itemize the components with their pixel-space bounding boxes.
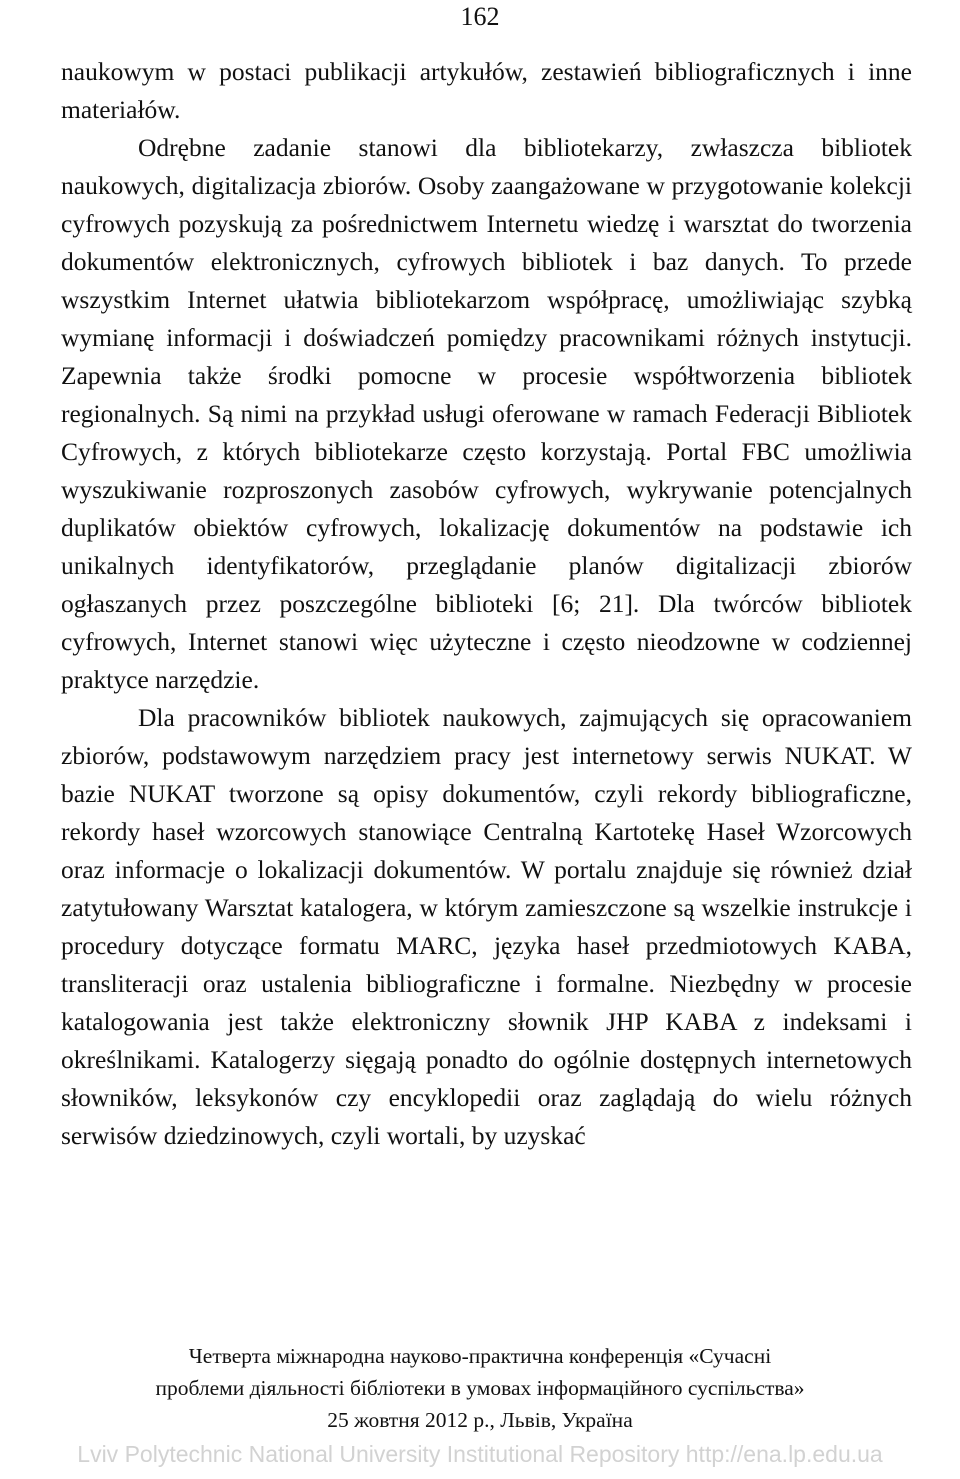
paragraph-continuation: naukowym w postaci publikacji artykułów, zestawień bibliograficznych i inne materiałów. — [61, 57, 912, 124]
paragraph-nukat: Dla pracowników bibliotek naukowych, zajmujących się opracowaniem zbiorów, podstawowym narzędziem pracy jest internetowy serwis NUKAT. W bazie NUKAT tworzone są opisy dokumentów, czyli rekordy bibliograficzne, rekordy haseł wzorcowych stanowiące Centralną Kartotekę Haseł Wzorcowych oraz informacje o lokalizacji dokumentów. W portalu znajduje się również dział zatytułowany Warsztat katalogera, w którym zamieszczone są wszelkie instrukcje i procedury dotyczące formatu MARC, języka haseł przedmiotowych KABA, transliteracji oraz ustalenia bibliograficzne i formalne. Niezbędny w procesie katalogowania jest także elektroniczny słownik JHP KABA z indeksami i określnikami. Katalogerzy sięgają ponadto do ogólnie dostępnych internetowych słowników, leksykonów czy encyklopedii oraz zaglądają do wielu różnych serwisów dziedzinowych, czyli wortali, by uzyskać — [61, 703, 912, 1150]
repository-watermark: Lviv Polytechnic National University Institutional Repository http://ena.lp.edu.ua — [77, 1441, 883, 1467]
footer-line-2: проблеми діяльності бібліотеки в умовах інформаційного суспільства» — [155, 1376, 805, 1400]
page-number: 162 — [460, 2, 500, 31]
paragraph-digitalization: Odrębne zadanie stanowi dla bibliotekarzy, zwłaszcza bibliotek naukowych, digitalizacja zbiorów. Osoby zaangażowane w przygotowanie kolekcji cyfrowych pozyskują za pośrednictwem Internetu wiedzę i warsztat do tworzenia dokumentów elektronicznych, cyfrowych bibliotek i baz danych. To przede wszystkim Internet ułatwia bibliotekarzom współpracę, umożliwiając szybką wymianę informacji i doświadczeń pomiędzy pracownikami różnych instytucji. Zapewnia także środki pomocne w procesie współtworzenia bibliotek regionalnych. Są nimi na przykład usługi oferowane w ramach Federacji Bibliotek Cyfrowych, z których bibliotekarze często korzystają. Portal FBC umożliwia wyszukiwanie rozproszonych zasobów cyfrowych, wykrywanie potencjalnych duplikatów obiektów cyfrowych, lokalizację dokumentów na podstawie ich unikalnych identyfikatorów, przeglądanie planów digitalizacji zbiorów ogłaszanych przez poszczególne biblioteki [6; 21]. Dla twórców bibliotek cyfrowych, Internet stanowi więc użyteczne i często nieodzowne w codziennej praktyce narzędzie. — [61, 133, 912, 694]
footer-line-1: Четверта міжнародна науково-практична конференція «Сучасні — [188, 1344, 772, 1368]
footer-line-3: 25 жовтня 2012 р., Львів, Україна — [327, 1408, 633, 1432]
body-text — [61, 53, 912, 1155]
conference-footer — [0, 1340, 960, 1436]
